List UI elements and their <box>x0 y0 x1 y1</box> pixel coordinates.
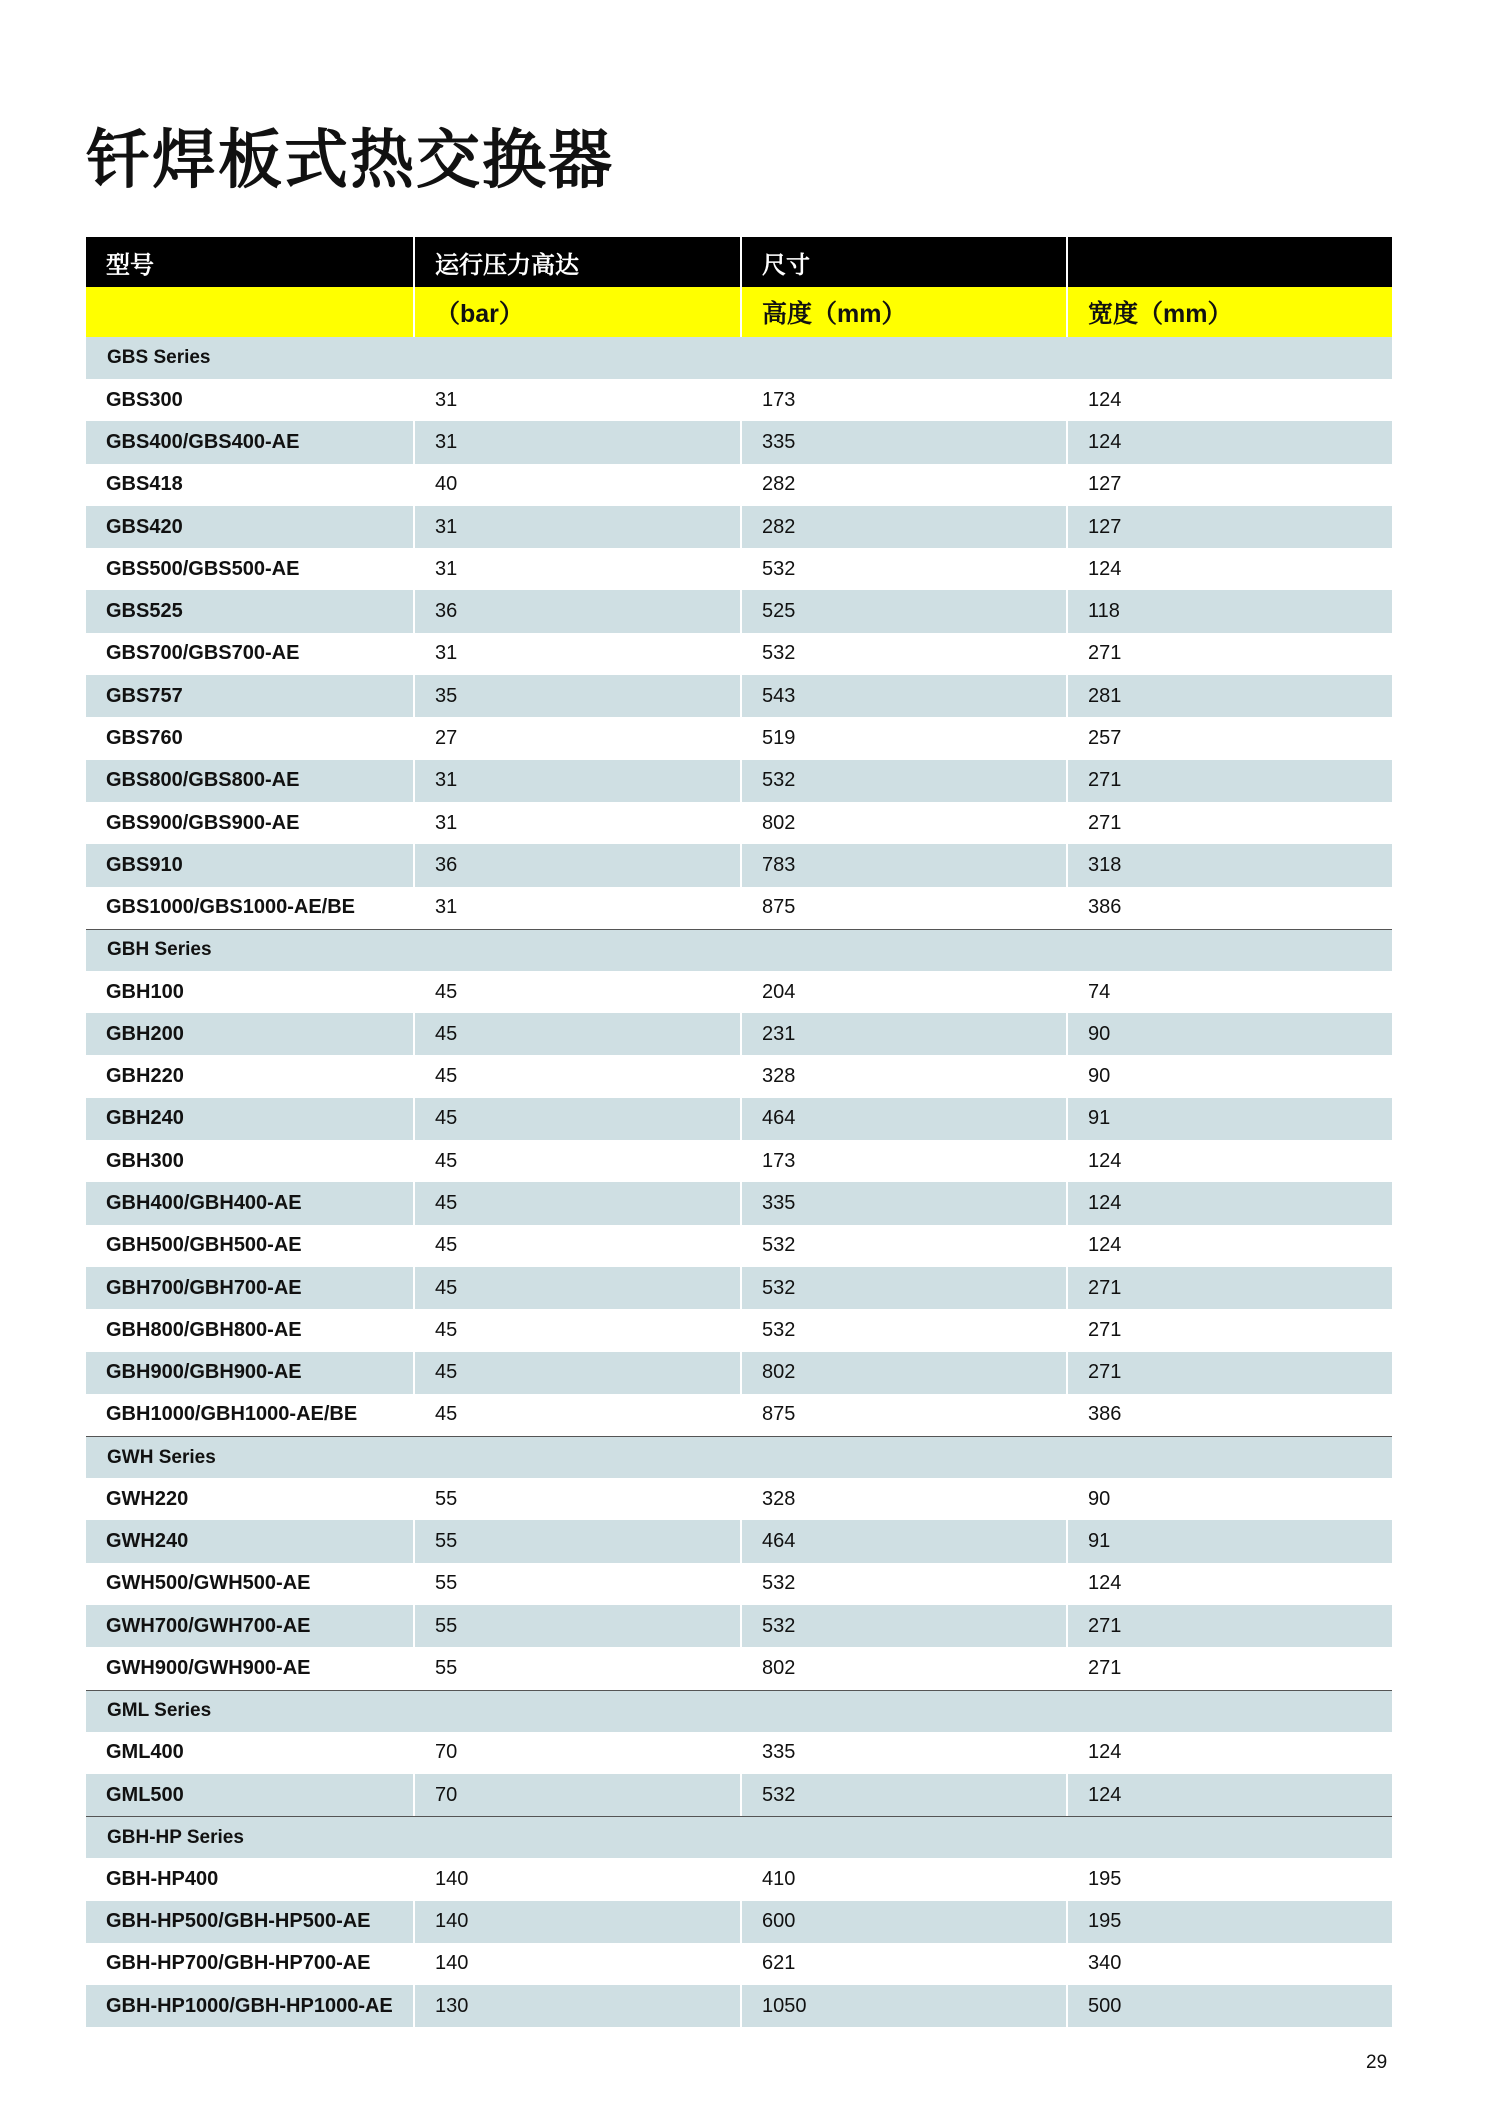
table-row <box>86 971 1392 1013</box>
cell-model: GML500 <box>106 1783 184 1806</box>
cell-model: GBH240 <box>106 1107 184 1130</box>
cell-model: GBH200 <box>106 1022 184 1045</box>
cell-width: 124 <box>1066 421 1392 463</box>
spec-table <box>86 237 1392 2027</box>
cell-pressure: 31 <box>413 802 740 844</box>
table-row <box>86 548 1392 590</box>
cell-pressure: 45 <box>413 1055 740 1097</box>
cell-width: 90 <box>1066 1055 1392 1097</box>
table-header-row-2 <box>86 287 1392 337</box>
cell-height: 532 <box>740 1605 1066 1647</box>
cell-model: GBH100 <box>106 980 184 1003</box>
cell-model: GBS418 <box>106 473 183 496</box>
cell-pressure: 31 <box>413 760 740 802</box>
table-row <box>86 1520 1392 1562</box>
cell-width: 271 <box>1066 1309 1392 1351</box>
cell-height: 600 <box>740 1901 1066 1943</box>
table-row <box>86 1901 1392 1943</box>
table-row <box>86 1858 1392 1900</box>
cell-width: 271 <box>1066 760 1392 802</box>
series-header: GWH Series <box>86 1436 1392 1478</box>
cell-model: GBH-HP700/GBH-HP700-AE <box>106 1952 371 1975</box>
cell-width: 90 <box>1066 1478 1392 1520</box>
cell-model: GBS800/GBS800-AE <box>106 769 300 792</box>
cell-height: 335 <box>740 421 1066 463</box>
table-row <box>86 1182 1392 1224</box>
series-header: GBS Series <box>86 337 1392 379</box>
cell-height: 519 <box>740 717 1066 759</box>
table-row <box>86 1943 1392 1985</box>
cell-width: 124 <box>1066 379 1392 421</box>
cell-pressure: 31 <box>413 421 740 463</box>
table-row <box>86 1563 1392 1605</box>
cell-model: GBS700/GBS700-AE <box>106 642 300 665</box>
cell-width: 124 <box>1066 1563 1392 1605</box>
table-row <box>86 1267 1392 1309</box>
cell-pressure: 45 <box>413 1225 740 1267</box>
cell-height: 231 <box>740 1013 1066 1055</box>
cell-height: 532 <box>740 1225 1066 1267</box>
cell-model: GBH-HP1000/GBH-HP1000-AE <box>106 1994 393 2017</box>
cell-height: 173 <box>740 1140 1066 1182</box>
table-row <box>86 633 1392 675</box>
cell-model: GBH-HP400 <box>106 1867 219 1890</box>
cell-model: GBH300 <box>106 1149 184 1172</box>
cell-width: 127 <box>1066 464 1392 506</box>
cell-pressure: 31 <box>413 548 740 590</box>
cell-width: 124 <box>1066 1225 1392 1267</box>
table-row <box>86 1478 1392 1520</box>
cell-width: 127 <box>1066 506 1392 548</box>
cell-height: 532 <box>740 1563 1066 1605</box>
cell-height: 410 <box>740 1858 1066 1900</box>
cell-height: 204 <box>740 971 1066 1013</box>
header-dimensions: 尺寸 <box>740 237 1066 287</box>
cell-width: 271 <box>1066 1647 1392 1689</box>
cell-height: 783 <box>740 844 1066 886</box>
cell-height: 1050 <box>740 1985 1066 2027</box>
table-row <box>86 760 1392 802</box>
cell-width: 74 <box>1066 971 1392 1013</box>
cell-pressure: 36 <box>413 590 740 632</box>
cell-model: GBS420 <box>106 515 183 538</box>
cell-width: 118 <box>1066 590 1392 632</box>
cell-pressure: 140 <box>413 1858 740 1900</box>
cell-width: 318 <box>1066 844 1392 886</box>
cell-height: 464 <box>740 1520 1066 1562</box>
cell-pressure: 140 <box>413 1943 740 1985</box>
cell-pressure: 140 <box>413 1901 740 1943</box>
table-row <box>86 1605 1392 1647</box>
cell-pressure: 45 <box>413 1267 740 1309</box>
cell-model: GBS757 <box>106 684 183 707</box>
cell-pressure: 45 <box>413 971 740 1013</box>
cell-pressure: 55 <box>413 1563 740 1605</box>
subheader-pressure-unit: （bar） <box>413 287 740 337</box>
cell-pressure: 70 <box>413 1732 740 1774</box>
cell-height: 621 <box>740 1943 1066 1985</box>
table-row <box>86 1394 1392 1436</box>
cell-height: 532 <box>740 760 1066 802</box>
cell-pressure: 36 <box>413 844 740 886</box>
page-number: 29 <box>1366 2052 1388 2073</box>
cell-model: GWH900/GWH900-AE <box>106 1656 311 1679</box>
cell-model: GBH-HP500/GBH-HP500-AE <box>106 1910 371 1933</box>
cell-pressure: 27 <box>413 717 740 759</box>
subheader-height: 高度（mm） <box>740 287 1066 337</box>
cell-width: 124 <box>1066 1182 1392 1224</box>
cell-height: 282 <box>740 464 1066 506</box>
page-title: 钎焊板式热交换器 <box>86 124 614 196</box>
cell-pressure: 45 <box>413 1309 740 1351</box>
table-row <box>86 844 1392 886</box>
cell-pressure: 31 <box>413 887 740 929</box>
cell-height: 328 <box>740 1055 1066 1097</box>
header-model: 型号 <box>106 251 154 279</box>
cell-pressure: 55 <box>413 1520 740 1562</box>
cell-height: 875 <box>740 1394 1066 1436</box>
table-row <box>86 1985 1392 2027</box>
cell-width: 195 <box>1066 1901 1392 1943</box>
cell-width: 386 <box>1066 1394 1392 1436</box>
cell-pressure: 45 <box>413 1352 740 1394</box>
cell-height: 464 <box>740 1098 1066 1140</box>
cell-width: 195 <box>1066 1858 1392 1900</box>
cell-pressure: 31 <box>413 506 740 548</box>
cell-width: 91 <box>1066 1098 1392 1140</box>
table-row <box>86 1055 1392 1097</box>
cell-width: 271 <box>1066 1267 1392 1309</box>
table-row <box>86 1309 1392 1351</box>
cell-width: 257 <box>1066 717 1392 759</box>
cell-model: GBH500/GBH500-AE <box>106 1234 302 1257</box>
cell-pressure: 45 <box>413 1394 740 1436</box>
cell-height: 543 <box>740 675 1066 717</box>
cell-height: 173 <box>740 379 1066 421</box>
cell-width: 90 <box>1066 1013 1392 1055</box>
table-body <box>86 337 1392 2027</box>
cell-height: 802 <box>740 802 1066 844</box>
table-row <box>86 464 1392 506</box>
table-row <box>86 379 1392 421</box>
cell-model: GBS900/GBS900-AE <box>106 811 300 834</box>
subheader-blank <box>86 287 413 337</box>
table-row <box>86 421 1392 463</box>
table-row <box>86 506 1392 548</box>
table-row <box>86 1098 1392 1140</box>
cell-height: 532 <box>740 1309 1066 1351</box>
cell-model: GBS300 <box>106 388 183 411</box>
cell-width: 281 <box>1066 675 1392 717</box>
cell-height: 802 <box>740 1647 1066 1689</box>
cell-model: GBS1000/GBS1000-AE/BE <box>106 896 356 919</box>
table-header-row-1 <box>86 237 1392 287</box>
cell-pressure: 45 <box>413 1013 740 1055</box>
cell-pressure: 55 <box>413 1605 740 1647</box>
cell-pressure: 55 <box>413 1647 740 1689</box>
cell-model: GWH500/GWH500-AE <box>106 1572 311 1595</box>
cell-width: 271 <box>1066 802 1392 844</box>
cell-width: 271 <box>1066 633 1392 675</box>
table-row <box>86 1225 1392 1267</box>
cell-pressure: 45 <box>413 1098 740 1140</box>
cell-pressure: 70 <box>413 1774 740 1816</box>
cell-pressure: 55 <box>413 1478 740 1520</box>
cell-pressure: 45 <box>413 1182 740 1224</box>
cell-height: 328 <box>740 1478 1066 1520</box>
cell-model: GML400 <box>106 1741 184 1764</box>
series-header: GML Series <box>86 1690 1392 1732</box>
cell-model: GBS760 <box>106 727 183 750</box>
cell-width: 124 <box>1066 1732 1392 1774</box>
table-row <box>86 887 1392 929</box>
cell-model: GWH700/GWH700-AE <box>106 1614 311 1637</box>
cell-model: GBS525 <box>106 600 183 623</box>
cell-width: 124 <box>1066 548 1392 590</box>
cell-model: GWH220 <box>106 1487 189 1510</box>
cell-width: 386 <box>1066 887 1392 929</box>
cell-width: 500 <box>1066 1985 1392 2027</box>
cell-width: 271 <box>1066 1352 1392 1394</box>
cell-pressure: 40 <box>413 464 740 506</box>
cell-pressure: 35 <box>413 675 740 717</box>
cell-pressure: 45 <box>413 1140 740 1182</box>
table-row <box>86 1774 1392 1816</box>
series-header: GBH Series <box>86 929 1392 971</box>
cell-model: GWH240 <box>106 1530 189 1553</box>
table-row <box>86 590 1392 632</box>
cell-height: 532 <box>740 548 1066 590</box>
cell-pressure: 31 <box>413 633 740 675</box>
table-row <box>86 1732 1392 1774</box>
cell-width: 124 <box>1066 1140 1392 1182</box>
header-pressure: 运行压力高达 <box>413 237 740 287</box>
series-header: GBH-HP Series <box>86 1816 1392 1858</box>
cell-height: 282 <box>740 506 1066 548</box>
table-row <box>86 1140 1392 1182</box>
table-row <box>86 675 1392 717</box>
cell-height: 532 <box>740 1774 1066 1816</box>
cell-width: 124 <box>1066 1774 1392 1816</box>
cell-height: 525 <box>740 590 1066 632</box>
cell-model: GBH800/GBH800-AE <box>106 1318 302 1341</box>
cell-pressure: 130 <box>413 1985 740 2027</box>
cell-height: 532 <box>740 633 1066 675</box>
cell-model: GBS910 <box>106 853 183 876</box>
table-row <box>86 717 1392 759</box>
cell-height: 802 <box>740 1352 1066 1394</box>
cell-model: GBH220 <box>106 1065 184 1088</box>
cell-pressure: 31 <box>413 379 740 421</box>
subheader-width: 宽度（mm） <box>1066 287 1392 337</box>
table-row <box>86 1013 1392 1055</box>
cell-height: 875 <box>740 887 1066 929</box>
cell-model: GBH900/GBH900-AE <box>106 1361 302 1384</box>
table-row <box>86 1647 1392 1689</box>
cell-width: 271 <box>1066 1605 1392 1647</box>
cell-height: 335 <box>740 1732 1066 1774</box>
cell-height: 335 <box>740 1182 1066 1224</box>
header-blank <box>1066 237 1392 287</box>
cell-model: GBH400/GBH400-AE <box>106 1191 302 1214</box>
table-row <box>86 1352 1392 1394</box>
cell-model: GBH700/GBH700-AE <box>106 1276 302 1299</box>
cell-model: GBS500/GBS500-AE <box>106 557 300 580</box>
cell-model: GBS400/GBS400-AE <box>106 430 300 453</box>
cell-width: 91 <box>1066 1520 1392 1562</box>
cell-model: GBH1000/GBH1000-AE/BE <box>106 1403 358 1426</box>
table-row <box>86 802 1392 844</box>
cell-height: 532 <box>740 1267 1066 1309</box>
cell-width: 340 <box>1066 1943 1392 1985</box>
